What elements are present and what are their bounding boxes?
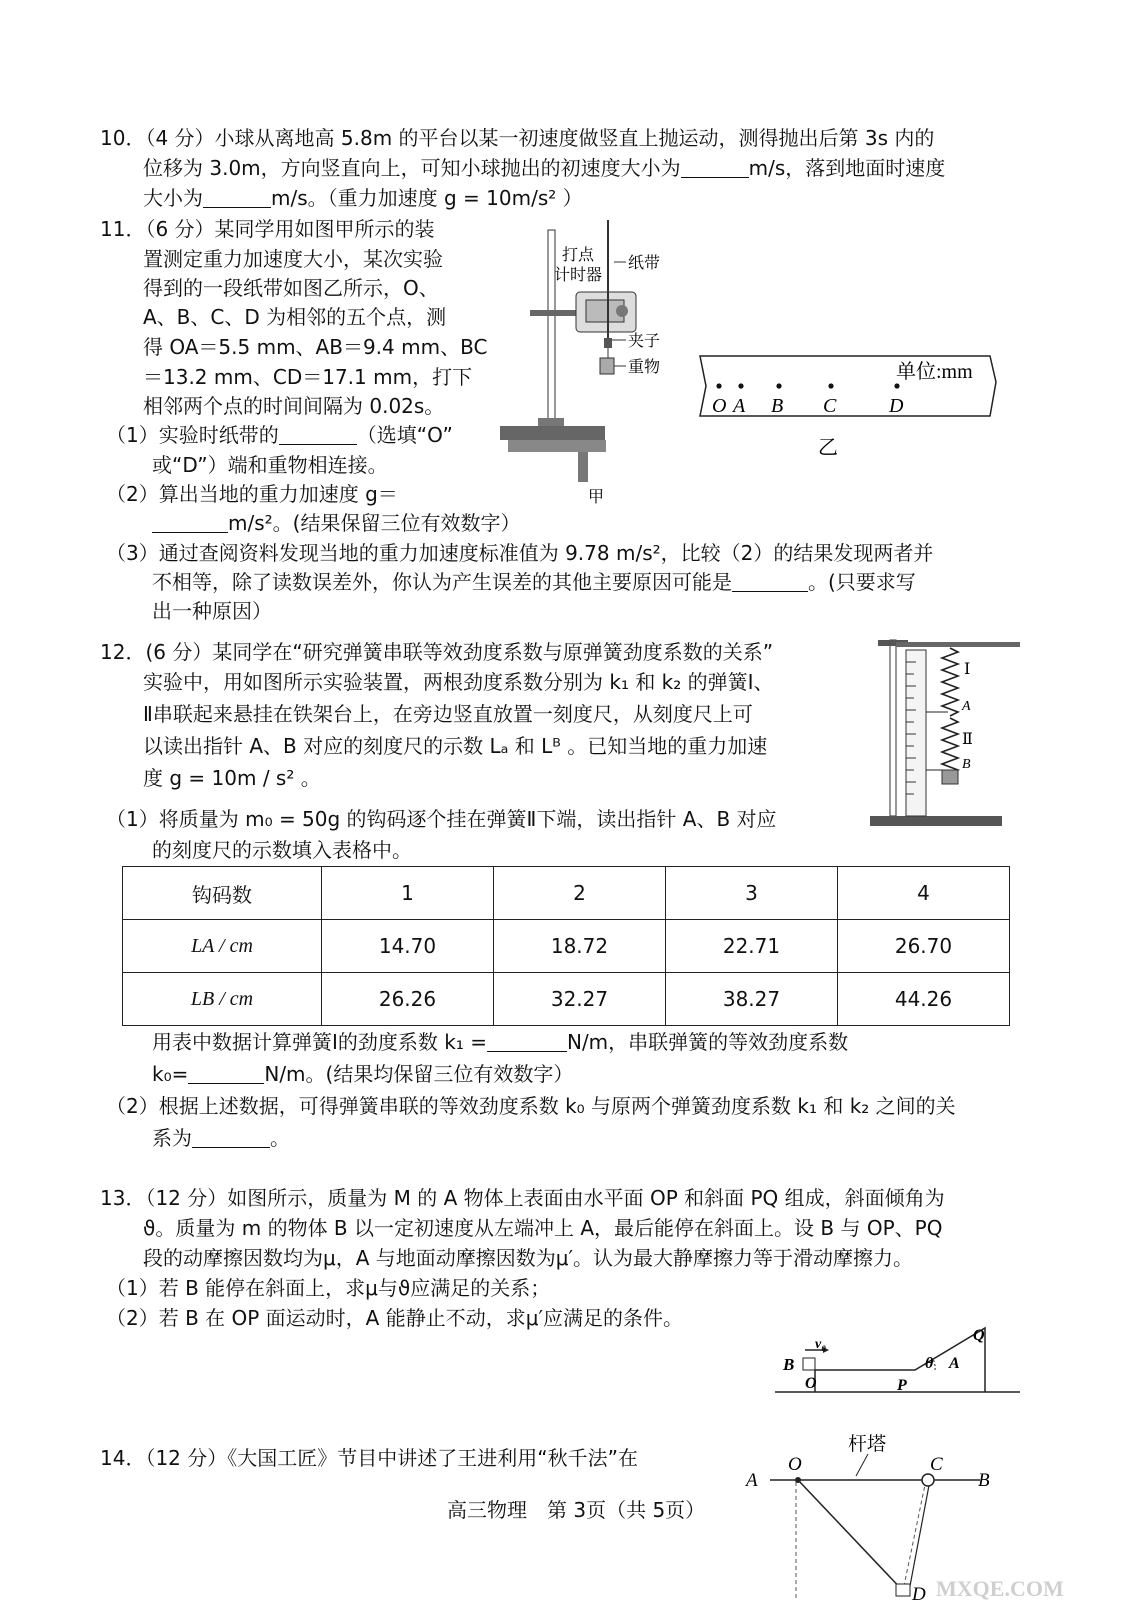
row-label: LA / cm	[123, 920, 322, 973]
figure-tower	[740, 1426, 1064, 1600]
q12-part2-tail: 。	[270, 1126, 290, 1150]
label-clip: 夹子	[628, 333, 661, 350]
q10-line3-tail: m/s。（重力加速度 g = 10m/s² ）	[271, 186, 583, 210]
row-label: LB / cm	[123, 973, 322, 1026]
q12-part2-text: 系为	[152, 1126, 192, 1150]
q11-part1-line1	[106, 421, 453, 449]
hook-weight	[942, 770, 958, 784]
label-tower: 杆塔	[848, 1434, 887, 1455]
q10-line2-text: 位移为 3.0m，方向竖直向上，可知小球抛出的初速度大小为	[143, 156, 681, 180]
q13-line1: 13．（12 分）如图所示，质量为 M 的 A 物体上表面由水平面 OP 和斜面 PQ 组成，斜面倾角为	[100, 1186, 945, 1210]
label-A: A	[949, 1355, 960, 1372]
q12-line3: Ⅱ串联起来悬挂在铁架台上，在旁边竖直放置一刻度尺，从刻度尺上可	[143, 702, 753, 726]
point-C: C	[823, 395, 837, 417]
q13-line2: ϑ。质量为 m 的物体 B 以一定初速度从左端冲上 A，最后能停在斜面上。设 B 与 OP、PQ	[143, 1216, 943, 1240]
block-B	[803, 1358, 815, 1370]
q11-line3: 得到的一段纸带如图乙所示，O、	[143, 276, 439, 300]
label-tape: 纸带	[628, 255, 661, 272]
q11-line2: 置测定重力加速度大小，某次实验	[143, 247, 443, 271]
q11-part1-line2: 或“D”）端和重物相连接。	[152, 453, 388, 477]
q12-part2-line1: （2）根据上述数据，可得弹簧串联的等效劲度系数 k₀ 与原两个弹簧劲度系数 k₁ 和 k₂ 之间的关	[106, 1094, 956, 1118]
q14-line1: 14．（12 分）《大国工匠》节目中讲述了王进利用“秋千法”在	[100, 1446, 638, 1470]
figure-incline	[775, 1318, 1025, 1400]
q11-line6: ＝13.2 mm、CD＝17.1 mm，打下	[143, 365, 473, 389]
q12-k0-tail: N/m。(结果均保留三位有效数字）	[264, 1062, 574, 1086]
table-header-cell: 3	[666, 867, 838, 920]
tape-dot	[776, 383, 781, 388]
q11-part2-line1: （2）算出当地的重力加速度 g＝	[106, 482, 398, 506]
table-header-cell: 钩码数	[123, 867, 322, 920]
table-cell: 26.26	[322, 973, 494, 1026]
q11-part3-line1: （3）通过查阅资料发现当地的重力加速度标准值为 9.78 m/s²，比较（2）的结果发现两者并	[106, 541, 934, 565]
label-C: C	[930, 1454, 943, 1475]
table-cell: 14.70	[322, 920, 494, 973]
table-header-cell: 1	[322, 867, 494, 920]
tape-dot	[828, 383, 833, 388]
q11-line7: 相邻两个点的时间间隔为 0.02s。	[143, 394, 445, 418]
q12-line5: 度 g = 10m / s² 。	[143, 766, 321, 790]
label-B: B	[962, 757, 971, 772]
q11-part2-line2	[152, 509, 520, 537]
label-B: B	[783, 1355, 795, 1374]
figure-jia	[490, 220, 680, 510]
cross-arm	[896, 642, 1020, 647]
pivot	[795, 1477, 801, 1483]
label-theta: θ	[925, 1355, 934, 1372]
tape-dot	[894, 383, 899, 388]
figure-yi	[690, 352, 1020, 467]
label-O: O	[805, 1375, 817, 1392]
q11-part3-text: 不相等，除了读数误差外，你认为产生误差的其他主要原因可能是	[152, 570, 732, 594]
table-top	[500, 426, 605, 440]
table-row	[123, 920, 1010, 973]
q11-line5: 得 OA＝5.5 mm、AB＝9.4 mm、BC	[143, 335, 488, 359]
q12-part1-line2: 的刻度尺的示数填入表格中。	[152, 838, 412, 862]
clip	[604, 338, 612, 348]
table-edge	[508, 440, 606, 452]
rope-line	[910, 1480, 930, 1586]
label-timer2: 计时器	[554, 267, 603, 284]
tape-dot	[738, 383, 743, 388]
spring-2	[942, 718, 958, 774]
point-D: D	[889, 395, 904, 417]
label-P: P	[897, 1377, 907, 1394]
caption-jia: 甲	[588, 489, 605, 506]
spring-1	[942, 648, 958, 716]
answer-blank	[681, 157, 749, 178]
table-cell: 38.27	[666, 973, 838, 1026]
weight	[600, 358, 614, 374]
figure-springs	[870, 632, 1020, 847]
ruler	[906, 650, 926, 816]
q12-calc-text: 用表中数据计算弹簧Ⅰ的劲度系数 k₁ =	[152, 1030, 487, 1054]
table-cell: 18.72	[494, 920, 666, 973]
q12-line4: 以读出指针 A、B 对应的刻度尺的示数 Lₐ 和 Lᴮ 。已知当地的重力加速	[143, 734, 768, 758]
tape-dot	[716, 383, 721, 388]
label-A: A	[962, 699, 971, 714]
answer-blank	[203, 187, 271, 208]
label-A: A	[746, 1470, 758, 1491]
answer-blank	[279, 424, 357, 445]
q12-line2: 实验中，用如图所示实验装置，两根劲度系数分别为 k₁ 和 k₂ 的弹簧Ⅰ、	[143, 670, 774, 694]
q10-line1: 10．（4 分）小球从离地高 5.8m 的平台以某一初速度做竖直上抛运动，测得抛出后第 3s 内的	[100, 126, 935, 150]
pulley	[922, 1474, 934, 1486]
q13-line3: 段的动摩擦因数均为μ，A 与地面动摩擦因数为μ′。认为最大静摩擦力等于滑动摩擦力。	[143, 1246, 914, 1270]
rope-dash	[904, 1480, 926, 1586]
label-timer1: 打点	[562, 247, 595, 264]
q10-line3-text: 大小为	[143, 186, 203, 210]
worker-box	[896, 1584, 910, 1596]
stand-rod	[890, 640, 896, 816]
q12-k0-label: k₀=	[152, 1062, 189, 1086]
label-O: O	[788, 1454, 802, 1475]
table-leg	[578, 452, 588, 482]
answer-blank	[152, 512, 228, 533]
table-cell: 22.71	[666, 920, 838, 973]
q10-line2-tail: m/s，落到地面时速度	[748, 156, 946, 180]
q12-calc-line2	[152, 1060, 573, 1088]
unit-label: 单位:mm	[896, 361, 973, 383]
q11-part3-line3: 出一种原因）	[152, 599, 272, 623]
q11-part1-tail: （选填“O”	[356, 423, 453, 447]
label-Q: Q	[973, 1327, 985, 1344]
label-I: Ⅰ	[964, 661, 971, 678]
q10-line3	[143, 184, 583, 212]
timer-wheel	[616, 305, 628, 317]
watermark-logo: MXQE.COM	[936, 1576, 1064, 1600]
q10-line2	[143, 154, 945, 182]
label-weight: 重物	[628, 359, 661, 376]
table-cell: 26.70	[838, 920, 1010, 973]
swing-rope	[798, 1480, 906, 1594]
label-B: B	[978, 1470, 990, 1491]
q12-calc-line1	[152, 1028, 848, 1056]
q11-part1-text: （1）实验时纸带的	[106, 423, 279, 447]
answer-blank	[487, 1031, 567, 1052]
q11-part3-line2	[152, 568, 916, 596]
point-B: B	[771, 395, 784, 417]
table-row	[123, 973, 1010, 1026]
q12-calc-tail: N/m，串联弹簧的等效劲度系数	[566, 1030, 849, 1054]
page-footer: 高三物理 第 3页（共 5页）	[447, 1498, 706, 1522]
tower-leader	[856, 1454, 868, 1476]
q11-line4: A、B、C、D 为相邻的五个点，测	[143, 305, 447, 329]
q11-part3-tail: 。(只要求写	[808, 570, 916, 594]
caption-yi: 乙	[818, 437, 838, 459]
label-II: Ⅱ	[962, 731, 973, 748]
label-D: D	[912, 1584, 926, 1600]
table-cell: 32.27	[494, 973, 666, 1026]
answer-blank	[732, 571, 808, 592]
label-v0: v₀	[815, 1337, 827, 1352]
point-A: A	[733, 395, 746, 417]
q13-part1: （1）若 B 能停在斜面上，求μ与ϑ应满足的关系；	[106, 1276, 551, 1300]
answer-blank	[188, 1063, 264, 1084]
table-cell: 44.26	[838, 973, 1010, 1026]
q11-line1: 11．（6 分）某同学用如图甲所示的装	[100, 217, 435, 241]
stand-rod	[548, 230, 555, 425]
base	[870, 816, 1002, 826]
point-O: O	[712, 395, 727, 417]
table-header-cell: 4	[838, 867, 1010, 920]
data-table	[122, 866, 1010, 1026]
table-header-row	[123, 867, 1010, 920]
q11-part2-tail: m/s²。(结果保留三位有效数字）	[228, 511, 521, 535]
q12-part1-line1: （1）将质量为 m₀ = 50g 的钩码逐个挂在弹簧Ⅱ下端，读出指针 A、B 对应	[106, 807, 777, 831]
q12-part2-line2	[152, 1124, 290, 1152]
q13-part2: （2）若 B 在 OP 面运动时，A 能静止不动，求μ′应满足的条件。	[106, 1306, 683, 1330]
q12-line1: 12．(6 分）某同学在“研究弹簧串联等效劲度系数与原弹簧劲度系数的关系”	[100, 640, 774, 664]
table-header-cell: 2	[494, 867, 666, 920]
answer-blank	[192, 1127, 270, 1148]
angle-arc	[933, 1359, 935, 1370]
